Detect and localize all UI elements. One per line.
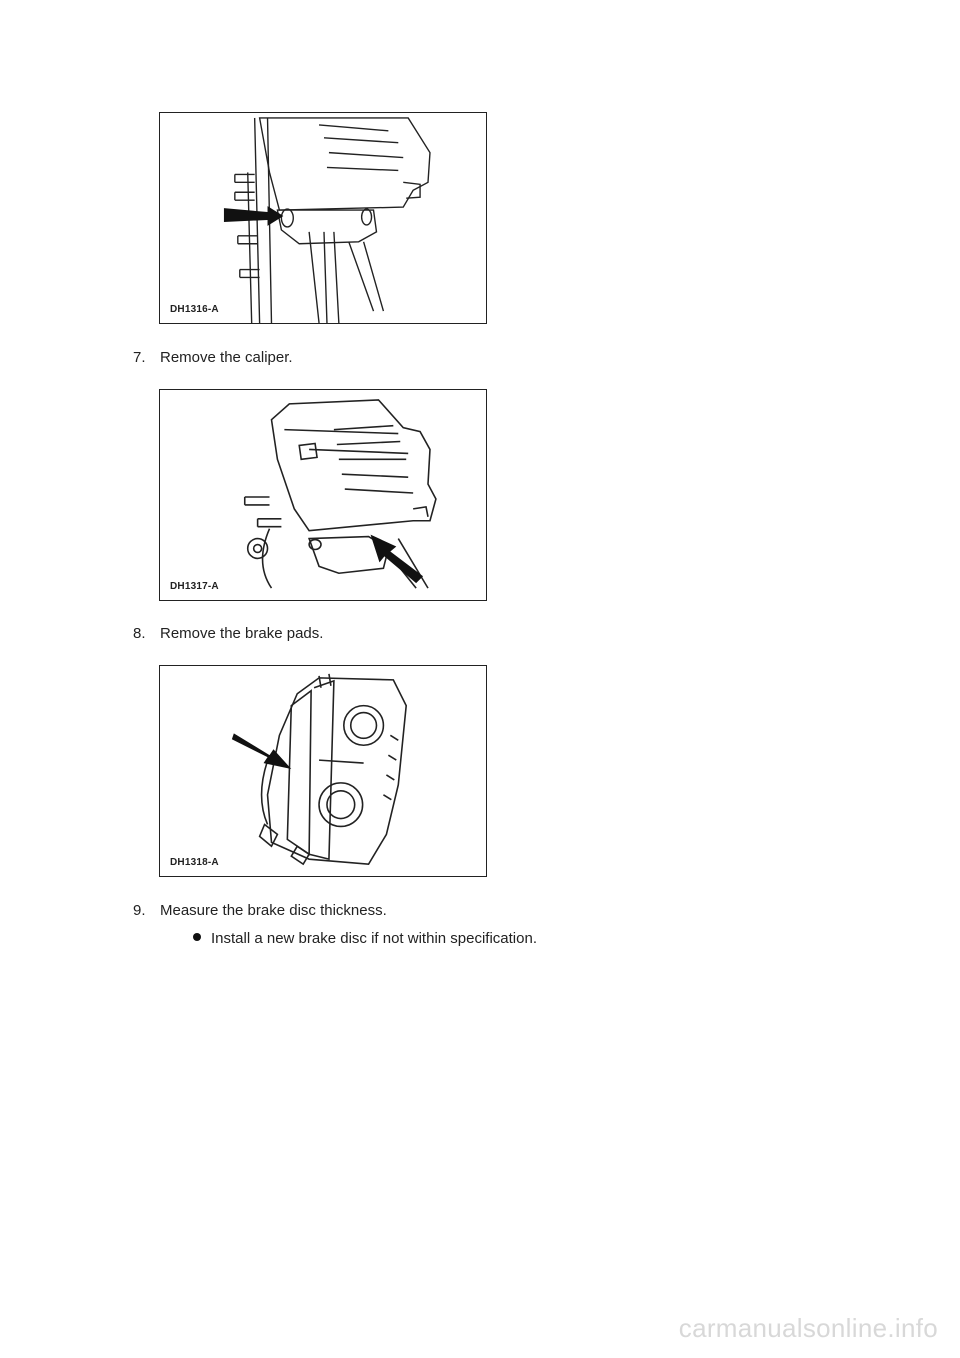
step-number: 8. [133, 625, 146, 642]
figure-dh1318 [159, 665, 487, 877]
step-text: Remove the brake pads. [160, 625, 324, 642]
bullet-item [193, 930, 537, 947]
caliper-removal-illustration [160, 390, 486, 600]
figure-label: DH1317-A [170, 581, 219, 592]
step-7 [133, 349, 293, 366]
step-text: Measure the brake disc thickness. [160, 902, 387, 919]
bullet-dot-icon [193, 933, 201, 941]
brake-pads-illustration [160, 666, 486, 876]
watermark[interactable]: carmanualsonline.info [678, 1313, 938, 1343]
step-9 [133, 902, 387, 919]
step-number: 7. [133, 349, 146, 366]
figure-label: DH1318-A [170, 857, 219, 868]
step-8 [133, 625, 323, 642]
figure-label: DH1316-A [170, 304, 219, 315]
figure-dh1317 [159, 389, 487, 601]
figure-dh1316 [159, 112, 487, 324]
step-number: 9. [133, 902, 146, 919]
bullet-text: Install a new brake disc if not within specification. [211, 930, 537, 947]
step-text: Remove the caliper. [160, 349, 293, 366]
caliper-bolt-illustration [160, 113, 486, 323]
